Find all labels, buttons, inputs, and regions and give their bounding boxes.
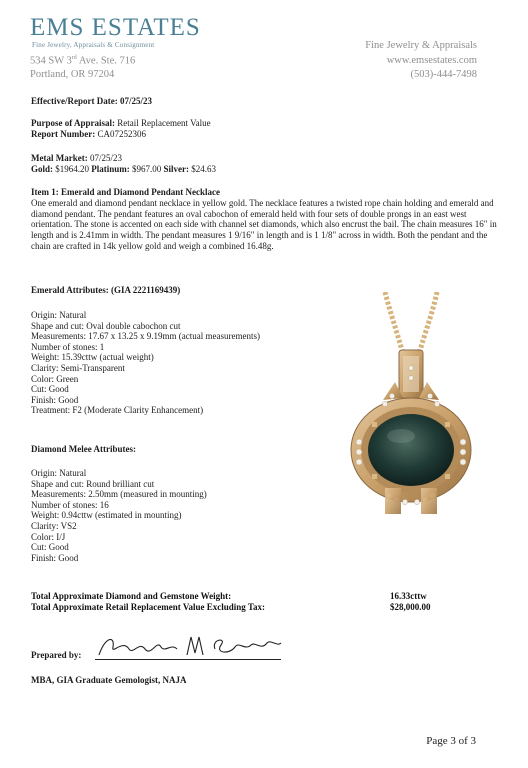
- total-value-amount: $28,000.00: [390, 602, 431, 612]
- header-phone: (503)-444-7498: [410, 69, 477, 80]
- signature-line: [95, 659, 281, 660]
- prepared-by-label: Prepared by:: [31, 650, 82, 660]
- appraiser-credentials: MBA, GIA Graduate Gemologist, NAJA: [31, 675, 187, 685]
- diamond-heading: Diamond Melee Attributes:: [31, 444, 136, 454]
- report-number: Report Number: CA07252306: [31, 129, 147, 139]
- emerald-clarity: Clarity: Semi-Transparent: [31, 362, 125, 373]
- diamond-origin: Origin: Natural: [31, 468, 87, 478]
- pendant-illustration: [345, 292, 475, 522]
- metal-market: Metal Market: 07/25/23: [31, 153, 122, 163]
- item-description: One emerald and diamond pendant necklace in yellow gold. The necklace features a twisted rope chain holding and emerald and diamond pendant. The pendant features an oval cabochon of emerald held with four sets of double prongs in an east west orientation. The stone is accented on each side with channel set diamonds, which also encrust the bail. The chain measures 16" in length and is 2.41mm in width. The pendant measures 1 9/16" in length and is 1 1/8" across in width. Both the pendant and the chain are crafted in 14k yellow gold and weigh a combined 16.48g.: [31, 198, 497, 251]
- page-number: Page 3 of 3: [426, 735, 476, 747]
- diamond-finish: Finish: Good: [31, 552, 79, 563]
- purpose-of-appraisal: Purpose of Appraisal: Retail Replacement Value: [31, 118, 211, 128]
- emerald-finish: Finish: Good: [31, 394, 79, 405]
- item-title: Item 1: Emerald and Diamond Pendant Necklace: [31, 187, 220, 197]
- diamond-shape: Shape and cut: Round brilliant cut: [31, 478, 155, 489]
- metal-prices: Gold: $1964.20 Platinum: $967.00 Silver: $24.63: [31, 164, 217, 174]
- company-address-street: 534 SW 3rd Ave. Ste. 716: [30, 55, 136, 67]
- header-website: www.emsestates.com: [386, 55, 477, 66]
- total-weight-label: Total Approximate Diamond and Gemstone Weight:: [31, 591, 232, 601]
- emerald-treatment: Treatment: F2 (Moderate Clarity Enhancement): [31, 405, 204, 416]
- diamond-color: Color: I/J: [31, 531, 66, 542]
- company-tagline: Fine Jewelry, Appraisals & Consignment: [32, 41, 155, 49]
- emerald-measurements: Measurements: 17.67 x 13.25 x 9.19mm (actual measurements): [31, 331, 260, 342]
- emerald-origin: Origin: Natural: [31, 310, 87, 320]
- diamond-measurements: Measurements: 2.50mm (measured in mounting): [31, 489, 207, 500]
- diamond-clarity: Clarity: VS2: [31, 520, 77, 531]
- emerald-attributes-list: [31, 310, 260, 416]
- company-logo: EMS ESTATES: [30, 14, 201, 41]
- diamond-cut: Cut: Good: [31, 542, 69, 553]
- emerald-shape: Shape and cut: Oval double cabochon cut: [31, 320, 181, 331]
- emerald-heading: Emerald Attributes: (GIA 2221169439): [31, 285, 181, 295]
- diamond-weight: Weight: 0.94cttw (estimated in mounting): [31, 510, 182, 521]
- total-value-label: Total Approximate Retail Replacement Value Excluding Tax:: [31, 602, 266, 612]
- handwritten-signature: [95, 633, 285, 659]
- pendant-photo: [345, 292, 475, 522]
- diamond-attributes-list: [31, 468, 207, 563]
- header-services: Fine Jewelry & Appraisals: [365, 40, 477, 51]
- emerald-weight: Weight: 15.39cttw (actual weight): [31, 352, 154, 363]
- emerald-count: Number of stones: 1: [31, 341, 105, 352]
- emerald-cut: Cut: Good: [31, 384, 69, 395]
- company-address-city: Portland, OR 97204: [30, 69, 115, 80]
- diamond-count: Number of stones: 16: [31, 499, 109, 510]
- total-weight-value: 16.33cttw: [390, 591, 427, 601]
- emerald-color: Color: Green: [31, 373, 79, 384]
- report-date: Effective/Report Date: 07/25/23: [31, 96, 152, 106]
